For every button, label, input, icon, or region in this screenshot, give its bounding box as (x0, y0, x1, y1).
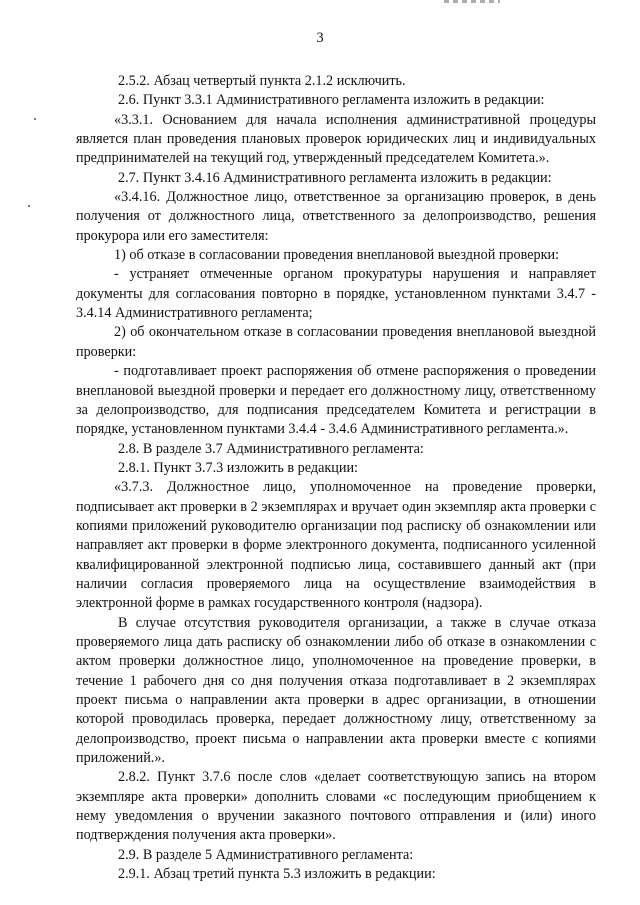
paragraph-3-4-16: «3.4.16. Должностное лицо, ответственное за организацию проверок, в день получения от должностного лица, ответственного за делопроизводство, решения прокурора или его заместителя: (76, 189, 596, 244)
list-item-1: 1) об отказе в согласовании проведения внеплановой выездной проверки: (114, 247, 560, 264)
paragraph-2-6: 2.6. Пункт 3.3.1 Административного регламента изложить в редакции: (118, 92, 545, 109)
paragraph-2-7: 2.7. Пункт 3.4.16 Административного регламента изложить в редакции: (118, 169, 552, 186)
scan-speck (28, 205, 30, 207)
list-item-2: 2) об окончательном отказе в согласовании проведения внеплановой выездной проверки: (76, 324, 596, 360)
paragraph-2-8: 2.8. В разделе 3.7 Административного регламента: (118, 440, 424, 457)
paragraph-3-3-1: «3.3.1. Основанием для начала исполнения административной процедуры является план проведения плановых проверок юридических лиц и индивидуальных предпринимателей на текущий год, утвержденный председателем Комитета.». (76, 111, 596, 167)
paragraph-2-5-2: 2.5.2. Абзац четвертый пункта 2.1.2 исключить. (118, 73, 406, 89)
paragraph-3-7-3: «3.7.3. Должностное лицо, уполномоченное на проведение проверки, подписывает акт проверки в 2 экземплярах и вручает один экземпляр акта проверки с копиями приложений руководителю организации под расписку об ознакомлении или направляет акт проверки в форме электронного документа, подписанного усиленной квалифицированной электронной подписью лица, составившего данный акт (при наличии согласия проверяемого лица на осуществление взаимодействия в электронной форме в рамках государственного контроля (надзора). (76, 479, 596, 612)
list-item-2-action: - подготавливает проект распоряжения об отмене распоряжения о проведении внеплановой выездной проверки и передает его должностному лицу, ответственному за делопроизводство, для подписания председателем Комитета и регистрации в порядке, установленном пунктами 3.4.4 - 3.4.6 Административного регламента.». (76, 363, 596, 438)
document-body (76, 72, 596, 884)
list-item-1-action: - устраняет отмеченные органом прокуратуры нарушения и направляет документы для согласования повторно в порядке, установленном пунктами 3.4.7 - 3.4.14 Административного регламента; (76, 266, 596, 322)
page-number: 3 (316, 30, 324, 46)
scan-artifact (444, 0, 500, 3)
paragraph-2-8-2: 2.8.2. Пункт 3.7.6 после слов «делает соответствующую запись на втором экземпляре акта проверки» дополнить словами «с последующим приобщением к нему уведомления о вручении заказного почтового отправления и (или) иного подтверждения получения акта проверки». (76, 769, 596, 844)
scan-speck (34, 118, 36, 120)
paragraph-2-9: 2.9. В разделе 5 Административного регламента: (118, 846, 414, 863)
paragraph-absence-case: В случае отсутствия руководителя организации, а также в случае отказа проверяемого лица дать расписку об ознакомлении либо об отказе в ознакомлении с актом проверки должностное лицо, уполномоченное на проведение проверки, в течение 1 рабочего дня со дня получения отказа подготавливает в 2 экземплярах проект письма о направлении акта проверки в адрес организации, в отношении которой проводилась проверка, передает должностному лицу, ответственному за делопроизводство, проект письма о направлении акта проверки вместе с копиями приложений.». (76, 614, 596, 767)
paragraph-2-9-1: 2.9.1. Абзац третий пункта 5.3 изложить в редакции: (118, 866, 436, 883)
paragraph-2-8-1: 2.8.1. Пункт 3.7.3 изложить в редакции: (118, 459, 358, 476)
